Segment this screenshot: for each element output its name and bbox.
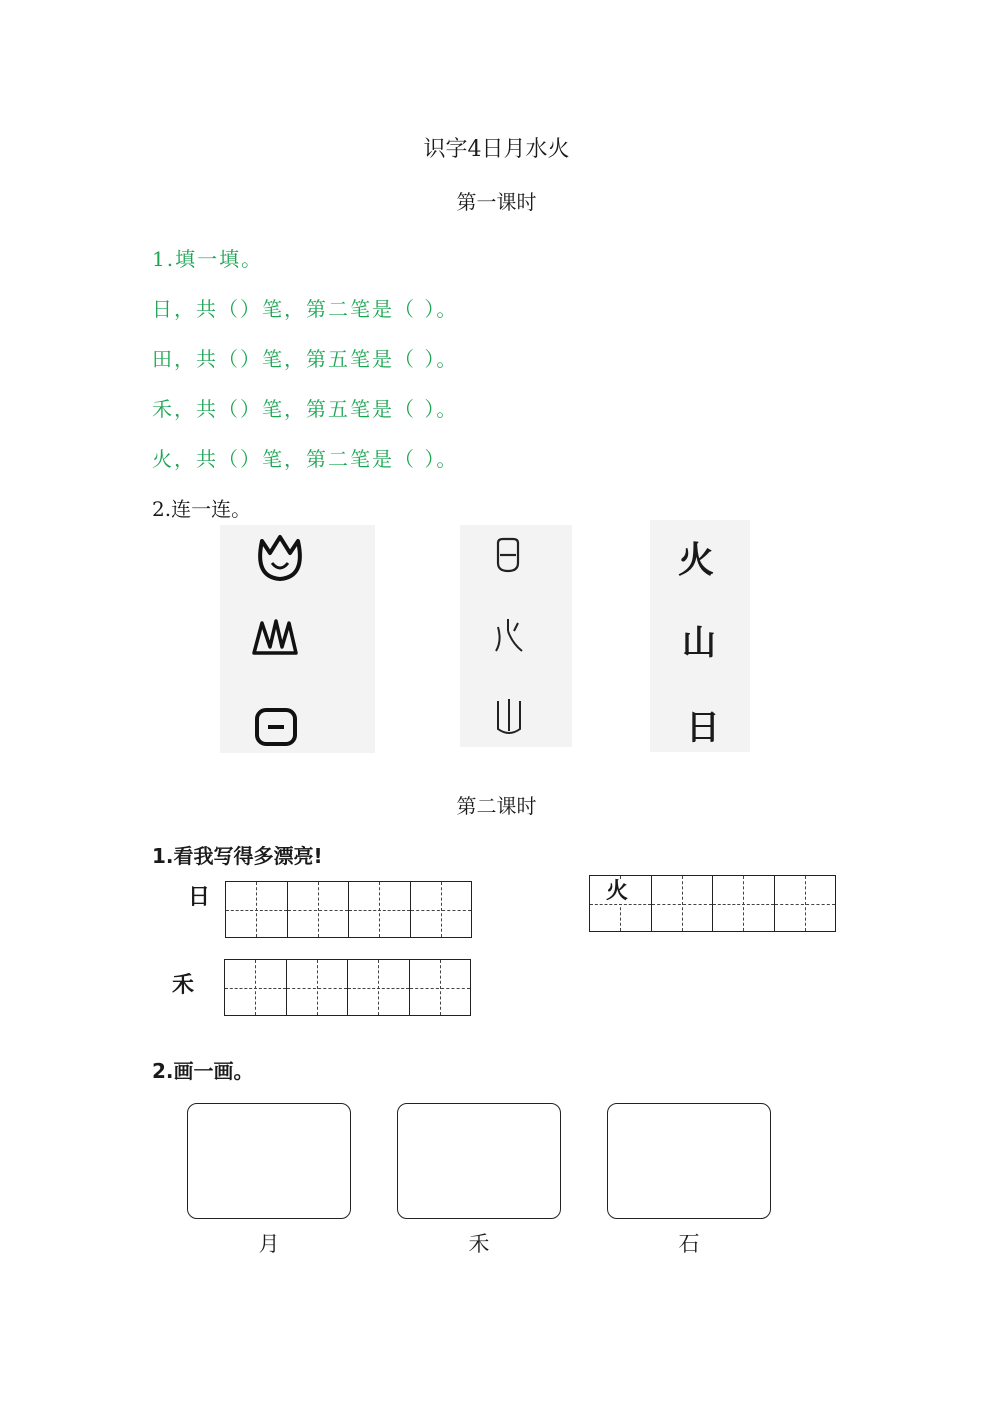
grid-cell[interactable]: [652, 876, 714, 931]
grid-char-huo: 火: [606, 879, 629, 904]
draw-caption-he: 禾: [468, 1232, 490, 1256]
ancient-fire-glyph-icon[interactable]: [494, 617, 524, 653]
grid-cell[interactable]: [410, 960, 471, 1015]
page-title: 识字4日月水火: [423, 137, 570, 162]
writing-grid-he[interactable]: [224, 959, 471, 1016]
grid-cell[interactable]: [288, 882, 350, 937]
grid-cell[interactable]: [287, 960, 349, 1015]
draw-box-he[interactable]: [397, 1103, 561, 1219]
grid-cell[interactable]: [713, 876, 775, 931]
modern-char-fire[interactable]: 火: [678, 540, 715, 581]
ancient-script-panel: [460, 525, 572, 747]
lesson-2-heading: 第二课时: [456, 794, 537, 818]
writing-grid-ri[interactable]: [225, 881, 472, 938]
q2-draw-label: 2.画一画。: [152, 1059, 254, 1083]
pictograph-panel: [220, 525, 375, 753]
lesson-1-heading: 第一课时: [456, 190, 537, 214]
fill-line-4: 火，共（）笔，第二笔是（ ）。: [152, 447, 459, 471]
grid-cell[interactable]: [349, 882, 411, 937]
modern-char-sun[interactable]: 日: [686, 708, 720, 748]
grid-cell[interactable]: [411, 882, 472, 937]
fill-line-3: 禾，共（）笔，第五笔是（ ）。: [152, 397, 459, 421]
draw-caption-shi: 石: [678, 1232, 700, 1256]
q1-write-label: 1.看我写得多漂亮!: [152, 844, 323, 868]
grid-cell[interactable]: [348, 960, 410, 1015]
ancient-sun-glyph-icon[interactable]: [494, 537, 522, 573]
fire-pictograph-icon[interactable]: [250, 533, 310, 583]
q1-fill-label: 1.填一填。: [152, 247, 264, 271]
fill-line-2: 田，共（）笔，第五笔是（ ）。: [152, 347, 459, 371]
draw-caption-yue: 月: [258, 1232, 280, 1256]
grid-char-ri: 日: [188, 885, 211, 910]
fill-line-1: 日，共（）笔，第二笔是（ ）。: [152, 297, 459, 321]
mountain-pictograph-icon[interactable]: [252, 617, 298, 657]
ancient-mountain-glyph-icon[interactable]: [494, 697, 524, 737]
grid-cell[interactable]: [225, 960, 287, 1015]
modern-char-mountain[interactable]: 山: [682, 623, 716, 663]
grid-cell[interactable]: [775, 876, 836, 931]
modern-char-panel: [650, 520, 750, 752]
q2-match-label: 2.连一连。: [152, 497, 252, 521]
draw-box-shi[interactable]: [607, 1103, 771, 1219]
sun-pictograph-icon[interactable]: [254, 707, 298, 747]
grid-char-he: 禾: [172, 973, 195, 998]
grid-cell[interactable]: [226, 882, 288, 937]
draw-box-yue[interactable]: [187, 1103, 351, 1219]
